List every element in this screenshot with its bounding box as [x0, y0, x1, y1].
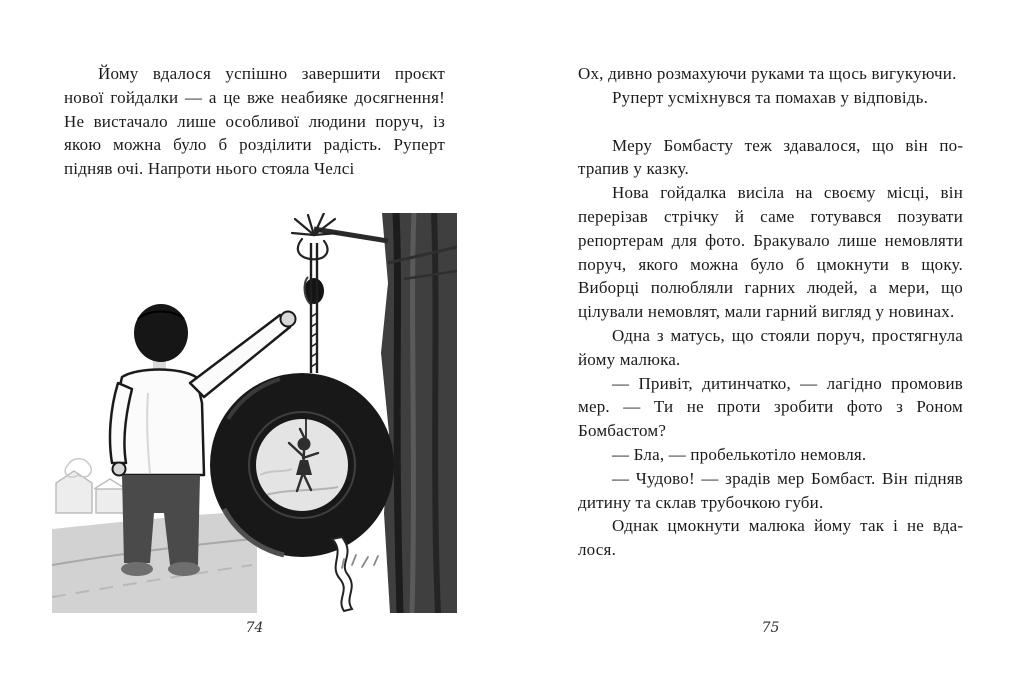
- paragraph-right-7: — Бла, — пробелькотіло немовля.: [612, 444, 867, 464]
- girl-through-tire: [256, 419, 348, 511]
- paragraph-right-8: — Чудово! — зрадів мер Бомбаст. Він підняв дитину та склав трубочкою губи.: [578, 468, 963, 512]
- swing-rope: [311, 243, 317, 373]
- paragraph-left-1: Йому вдалося успішно завершити проєкт нової гойдалки — а це вже неабияке досягнення! Не вистачало лише особливої людини поруч, із якою можна було б розділити радість. Руперт підняв очі. Напроти нього стояла Челсі: [64, 64, 445, 179]
- paragraph-right-3: Меру Бомбасту теж здавалося, що він потрапив у казку.: [578, 135, 963, 179]
- rope-knot-foliage: [292, 213, 338, 259]
- right-page: [512, 0, 1024, 675]
- paragraph-right-9: Однак цмокнути малюка йому так і не вдалося.: [578, 516, 963, 560]
- page-number-right: 75: [761, 620, 780, 636]
- page-number-left: 74: [245, 620, 264, 636]
- left-page-text: [64, 62, 445, 181]
- tire-swing-illustration: [52, 213, 457, 613]
- right-page-text: [578, 62, 963, 562]
- paragraph-right-4: Нова гойдалка висіла на своєму місці, він перерізав стрічку й саме готувався позувати репортерам для фото. Бракувало лише немовляти поруч, якого можна було б цмокнути в щоку. Виборці полюбляли гарних людей, а мери, що цілували немовлят, мали гарний вигляд у новинах.: [578, 183, 963, 322]
- paragraph-right-6: — Привіт, дитинчатко, — лагідно промовив мер. — Ти не проти зробити фото з Роном Бомбастом?: [578, 373, 963, 441]
- paragraph-right-1: Ох, дивно розмахуючи руками та щось вигукуючи.: [578, 64, 957, 83]
- paragraph-right-2: Руперт усміхнувся та помахав у відповідь.: [612, 87, 929, 107]
- paragraph-right-5: Одна з матусь, що стояли поруч, простягнула йому малюка.: [578, 325, 963, 369]
